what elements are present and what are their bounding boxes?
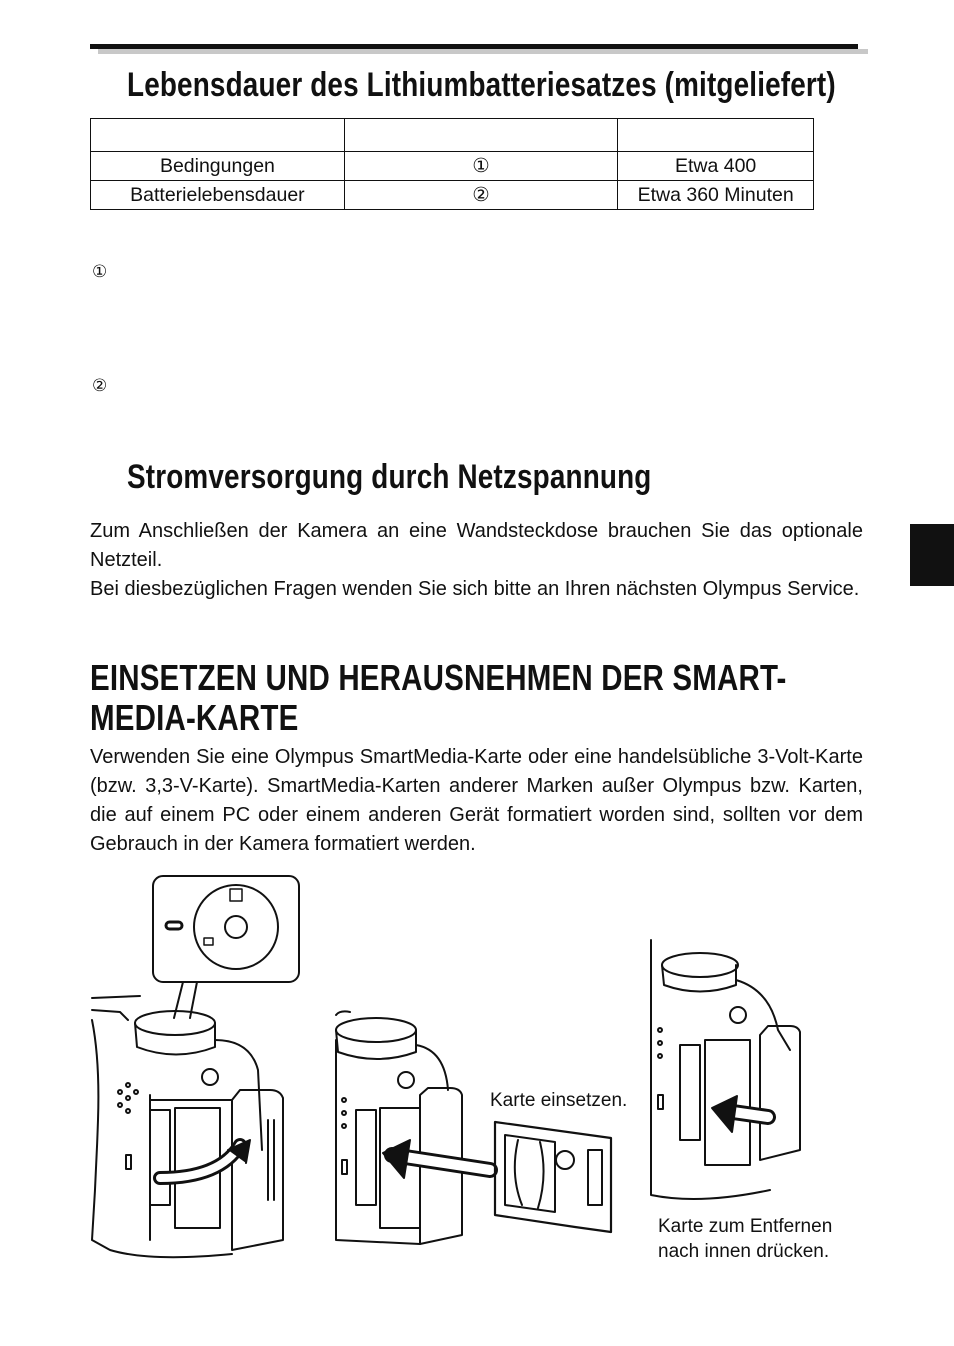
section-title-mains-power: Stromversorgung durch Netzspannung: [127, 458, 652, 496]
note-marker-2: ②: [92, 376, 108, 395]
title-line: EINSETZEN UND HERAUSNEHMEN DER SMART-: [90, 657, 787, 698]
remove-arrowhead: [712, 1096, 737, 1132]
caption-insert-card: Karte einsetzen.: [490, 1090, 628, 1111]
smartmedia-text: Verwenden Sie eine Olympus SmartMedia-Karte oder eine handelsübliche 3-Volt-Karte (bzw. 3,3-V-Karte). SmartMedia-Karten anderer Marken außer Olympus bzw. Karten, die auf einem PC oder einem anderen Gerät formatiert worden sind, sollten vor dem Gebrauch in der Kamera formatiert werden.: [90, 746, 863, 855]
camera-removing-card: [651, 940, 800, 1199]
paragraph: Bei diesbezüglichen Fragen wenden Sie sich bitte an Ihren nächsten Olympus Service.: [90, 578, 860, 600]
smartmedia-card: [495, 1122, 611, 1232]
insert-arrowhead: [383, 1140, 410, 1178]
caption-line: Karte zum Entfernen: [658, 1216, 833, 1237]
table-cell-marker: ①: [344, 152, 617, 181]
paragraph: Zum Anschließen der Kamera an eine Wandsteckdose brauchen Sie das optionale Netzteil.: [90, 520, 863, 571]
table-cell-label: Bedingungen: [91, 152, 345, 181]
table-cell-marker: ②: [344, 181, 617, 210]
remove-arrow-fill: [733, 1112, 768, 1117]
caption-remove-card: [658, 1214, 832, 1264]
camera-opening-cover: [92, 996, 283, 1257]
section-title-battery-life: Lebensdauer des Lithiumbatteriesatzes (mitgeliefert): [127, 66, 836, 104]
table-cell-value: Etwa 360 Minuten: [618, 181, 814, 210]
note-marker-1: ①: [92, 262, 108, 281]
title-line: MEDIA-KARTE: [90, 697, 299, 738]
caption-line: nach innen drücken.: [658, 1241, 830, 1262]
table-cell-value: Etwa 400: [618, 152, 814, 181]
table-cell-label: Batterielebensdauer: [91, 181, 345, 210]
camera-inserting-card: [336, 1011, 462, 1244]
mode-dial-callout: [153, 876, 299, 1018]
